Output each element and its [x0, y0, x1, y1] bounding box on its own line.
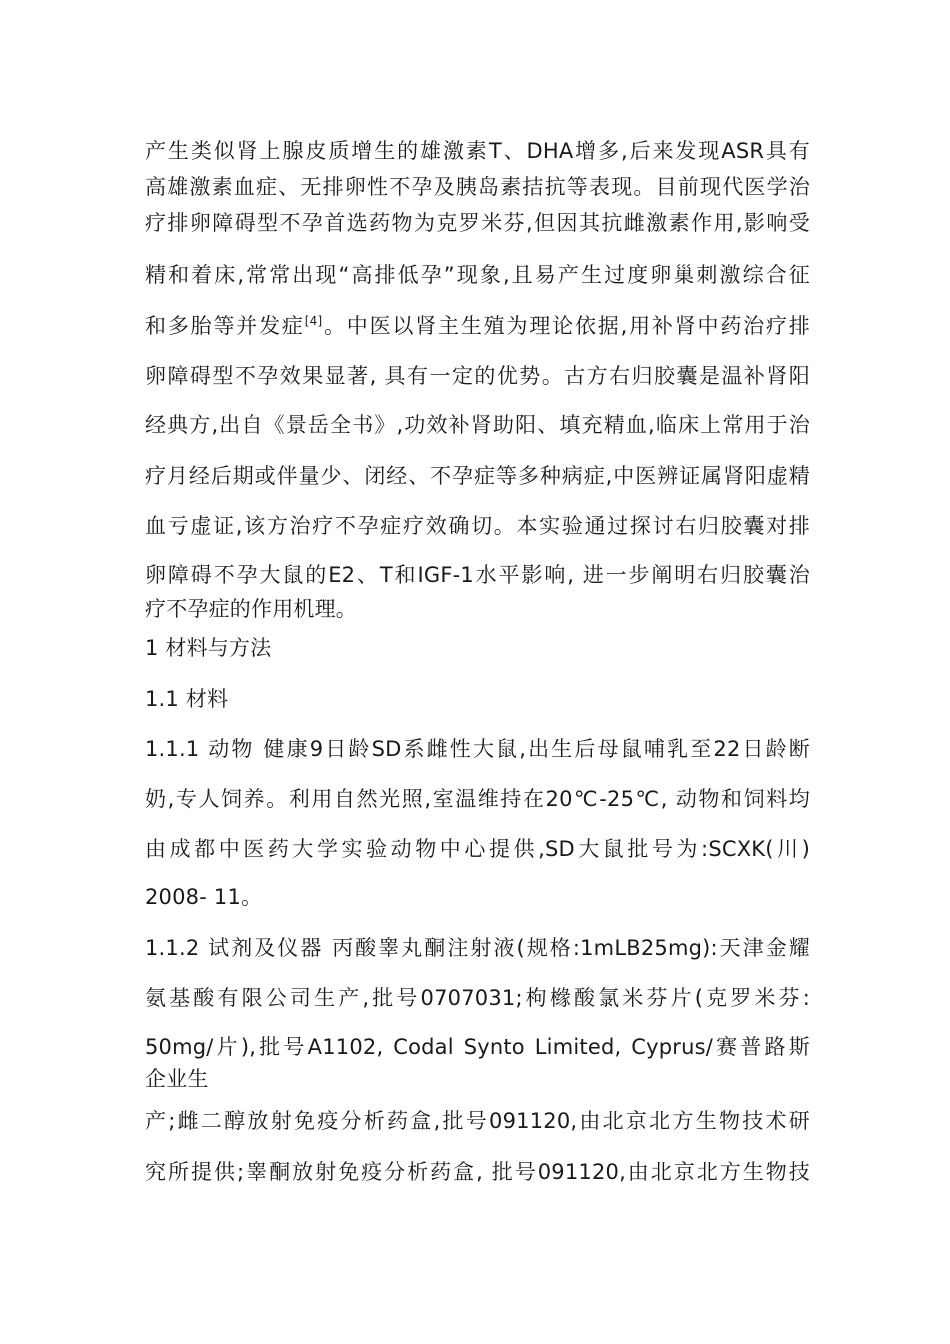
text-segment: 。中医以肾主生殖为理论依据,用补肾中药治疗排 [322, 314, 811, 338]
text-line [145, 312, 810, 340]
subsection-heading: 1.1 材料 [145, 687, 229, 711]
text-line: 疗排卵障碍型不孕首选药物为克罗米芬,但因其抗雌激素作用,影响受 [145, 211, 810, 235]
text-line: 奶,专人饲养。利用自然光照,室温维持在20℃-25℃, 动物和饲料均 [145, 787, 810, 811]
text-line: 疗不孕症的作用机理。 [145, 597, 357, 621]
text-line: 究所提供;睾酮放射免疫分析药盒, 批号091120,由北京北方生物技 [145, 1160, 810, 1184]
text-line: 经典方,出自《景岳全书》,功效补肾助阳、填充精血,临床上常用于治 [145, 413, 810, 437]
text-line: 企业生 [145, 1067, 209, 1091]
text-line: 产生类似肾上腺皮质增生的雄激素T、DHA增多,后来发现ASR具有 [145, 139, 810, 163]
text-line: 氨基酸有限公司生产,批号0707031;枸橼酸氯米芬片(克罗米芬: [145, 986, 810, 1010]
text-line: 2008- 11。 [145, 885, 263, 909]
text-line: 血亏虚证,该方治疗不孕症疗效确切。本实验通过探讨右归胶囊对排 [145, 514, 810, 538]
text-line: 1.1.1 动物 健康9日龄SD系雌性大鼠,出生后母鼠哺乳至22日龄断 [145, 737, 810, 761]
text-segment: 和多胎等并发症 [145, 314, 305, 338]
text-line: 卵障碍不孕大鼠的E2、T和IGF-1水平影响, 进一步阐明右归胶囊治 [145, 563, 810, 587]
text-line: 由成都中医药大学实验动物中心提供,SD大鼠批号为:SCXK(川) [145, 837, 810, 861]
text-line: 精和着床,常常出现“高排低孕”现象,且易产生过度卵巢刺激综合征 [145, 263, 810, 287]
section-heading: 1 材料与方法 [145, 636, 272, 660]
text-line: 疗月经后期或伴量少、闭经、不孕症等多种病症,中医辨证属肾阳虚精 [145, 464, 810, 488]
text-line: 50mg/片),批号A1102, Codal Synto Limited, Cyprus/赛普路斯 [145, 1035, 810, 1059]
citation-reference: [4] [304, 314, 323, 328]
text-line: 高雄激素血症、无排卵性不孕及胰岛素拮抗等表现。目前现代医学治 [145, 175, 810, 199]
text-line: 卵障碍型不孕效果显著, 具有一定的优势。古方右归胶囊是温补肾阳 [145, 364, 810, 388]
text-line: 产;雌二醇放射免疫分析药盒,批号091120,由北京北方生物技术研 [145, 1109, 810, 1133]
text-line: 1.1.2 试剂及仪器 丙酸睾丸酮注射液(规格:1mLB25mg):天津金耀 [145, 936, 810, 960]
